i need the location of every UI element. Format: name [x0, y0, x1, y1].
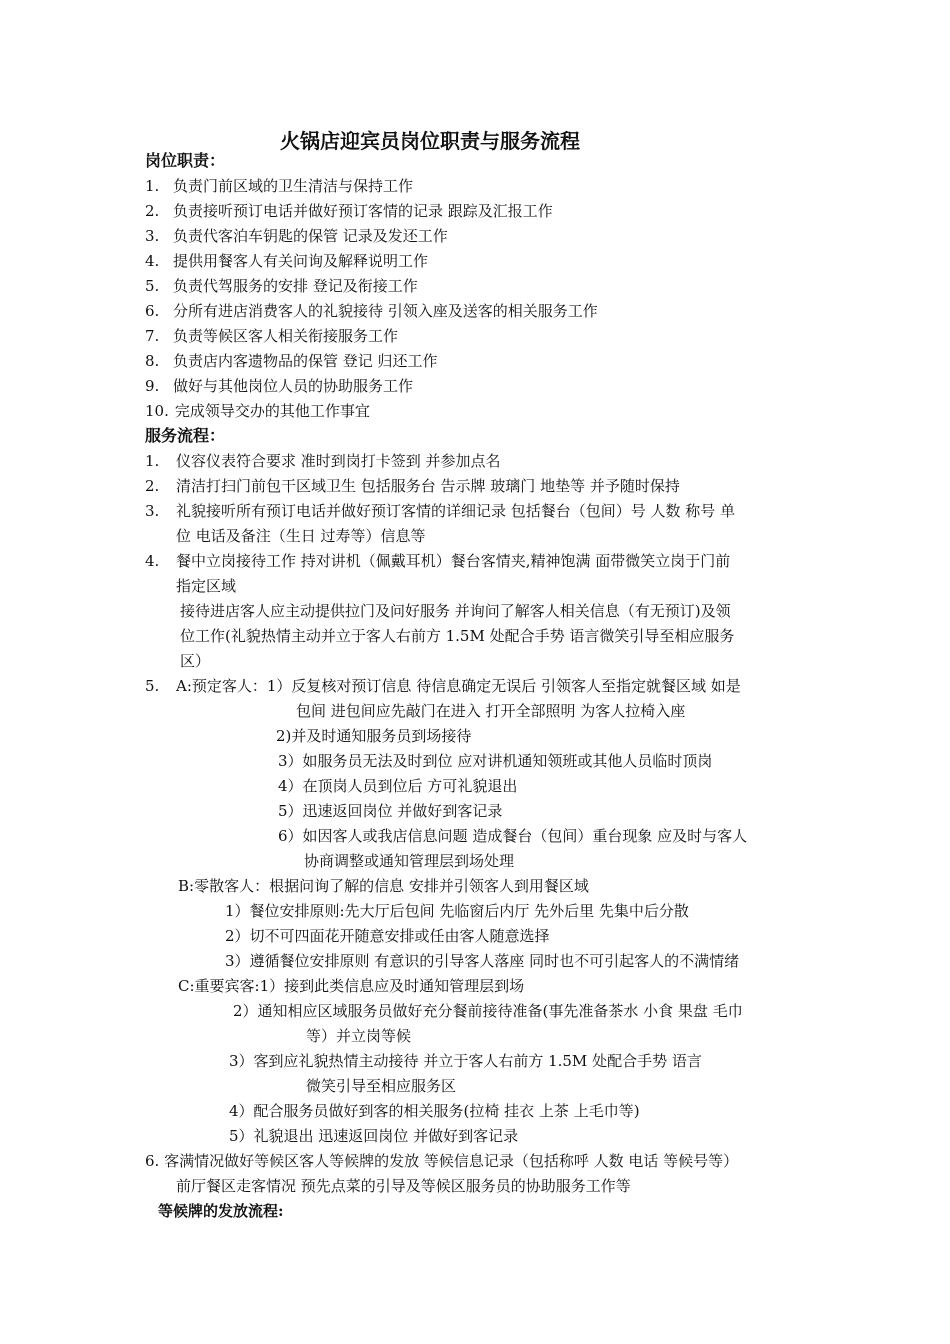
duty-item: 2. 负责接听预订电话并做好预订客情的记录 跟踪及汇报工作 [145, 202, 553, 220]
process-step-text: 5）迅速返回岗位 并做好到客记录 [278, 802, 503, 820]
process-step-text: 位 电话及备注（生日 过寿等）信息等 [176, 527, 426, 545]
process-step-text: 3）遵循餐位安排原则 有意识的引导客人落座 同时也不可引起客人的不满情绪 [225, 952, 740, 970]
duties-heading: 岗位职责： [145, 151, 226, 170]
queue-heading: 等候牌的发放流程: [158, 1202, 284, 1220]
duty-item: 9. 做好与其他岗位人员的协助服务工作 [145, 377, 414, 395]
process-step-number: 3. [145, 502, 160, 520]
process-step-text: 前厅餐区走客情况 预先点菜的引导及等候区服务员的协助服务工作等 [176, 1177, 631, 1195]
process-step-text: 6）如因客人或我店信息问题 造成餐台（包间）重台现象 应及时与客人 [278, 827, 748, 845]
process-heading: 服务流程： [145, 426, 226, 445]
process-step-text: 餐中立岗接待工作 持对讲机（佩戴耳机）餐台客情夹,精神饱满 面带微笑立岗于门前 [176, 552, 731, 570]
process-step-text: 4）在顶岗人员到位后 方可礼貌退出 [278, 777, 518, 795]
process-step-text: 3）客到应礼貌热情主动接待 并立于客人右前方 1.5M 处配合手势 语言 [229, 1052, 702, 1070]
process-step-text: 仪容仪表符合要求 准时到岗打卡签到 并参加点名 [176, 452, 501, 470]
process-step-text: 协商调整或通知管理层到场处理 [304, 852, 515, 870]
process-step-text: 包间 进包间应先敲门在进入 打开全部照明 为客人拉椅入座 [296, 702, 686, 720]
process-step-number: 5. [145, 677, 160, 695]
duty-item: 1. 负责门前区域的卫生清洁与保持工作 [145, 177, 414, 195]
process-step-text: 接待进店客人应主动提供拉门及问好服务 并询问了解客人相关信息（有无预订)及领 [180, 602, 731, 620]
duty-item: 7. 负责等候区客人相关衔接服务工作 [145, 327, 399, 345]
process-step-text: 4）配合服务员做好到客的相关服务(拉椅 挂衣 上茶 上毛巾等) [229, 1102, 640, 1120]
process-step-text: 3）如服务员无法及时到位 应对讲机通知领班或其他人员临时顶岗 [278, 752, 713, 770]
process-step-text: 5）礼貌退出 迅速返回岗位 并做好到客记录 [229, 1127, 519, 1145]
process-step-number: 4. [145, 552, 160, 570]
process-step-number: 2. [145, 477, 160, 495]
process-step-text: C:重要宾客:1）接到此类信息应及时通知管理层到场 [178, 977, 525, 995]
duty-item: 5. 负责代驾服务的安排 登记及衔接工作 [145, 277, 418, 295]
process-step-text: 区） [180, 652, 211, 670]
process-step-text: 指定区域 [176, 577, 237, 595]
page-title: 火锅店迎宾员岗位职责与服务流程 [280, 129, 580, 153]
process-step-text: 位工作(礼貌热情主动并立于客人右前方 1.5M 处配合手势 语言微笑引导至相应服务 [180, 627, 735, 645]
process-step-text: B:零散客人：根据问询了解的信息 安排并引领客人到用餐区域 [178, 877, 589, 895]
duty-item: 4. 提供用餐客人有关问询及解释说明工作 [145, 252, 429, 270]
duty-item: 8. 负责店内客遗物品的保管 登记 归还工作 [145, 352, 438, 370]
duty-item: 6. 分所有进店消费客人的礼貌接待 引领入座及送客的相关服务工作 [145, 302, 598, 320]
process-step-text: 微笑引导至相应服务区 [306, 1077, 457, 1095]
process-step-text: 1）餐位安排原则:先大厅后包间 先临窗后内厅 先外后里 先集中后分散 [225, 902, 689, 920]
process-step-text: 等）并立岗等候 [306, 1027, 412, 1045]
process-step-number: 1. [145, 452, 160, 470]
process-step-text: 2）切不可四面花开随意安排或任由客人随意选择 [225, 927, 550, 945]
duty-item: 3. 负责代客泊车钥匙的保管 记录及发还工作 [145, 227, 448, 245]
process-step-text: 2)并及时通知服务员到场接待 [276, 727, 472, 745]
duty-item: 10. 完成领导交办的其他工作事宜 [145, 402, 370, 420]
process-step-text: 6. 客满情况做好等候区客人等候牌的发放 等候信息记录（包括称呼 人数 电话 等候号等） [145, 1152, 739, 1170]
process-step-text: 礼貌接听所有预订电话并做好预订客情的详细记录 包括餐台（包间）号 人数 称号 单 [176, 502, 736, 520]
process-step-text: A:预定客人：1）反复核对预订信息 待信息确定无误后 引领客人至指定就餐区域 如是 [176, 677, 741, 695]
process-step-text: 清洁打扫门前包干区域卫生 包括服务台 告示牌 玻璃门 地垫等 并予随时保持 [176, 477, 680, 495]
process-step-text: 2）通知相应区域服务员做好充分餐前接待准备(事先准备茶水 小食 果盘 毛巾 [233, 1002, 743, 1020]
